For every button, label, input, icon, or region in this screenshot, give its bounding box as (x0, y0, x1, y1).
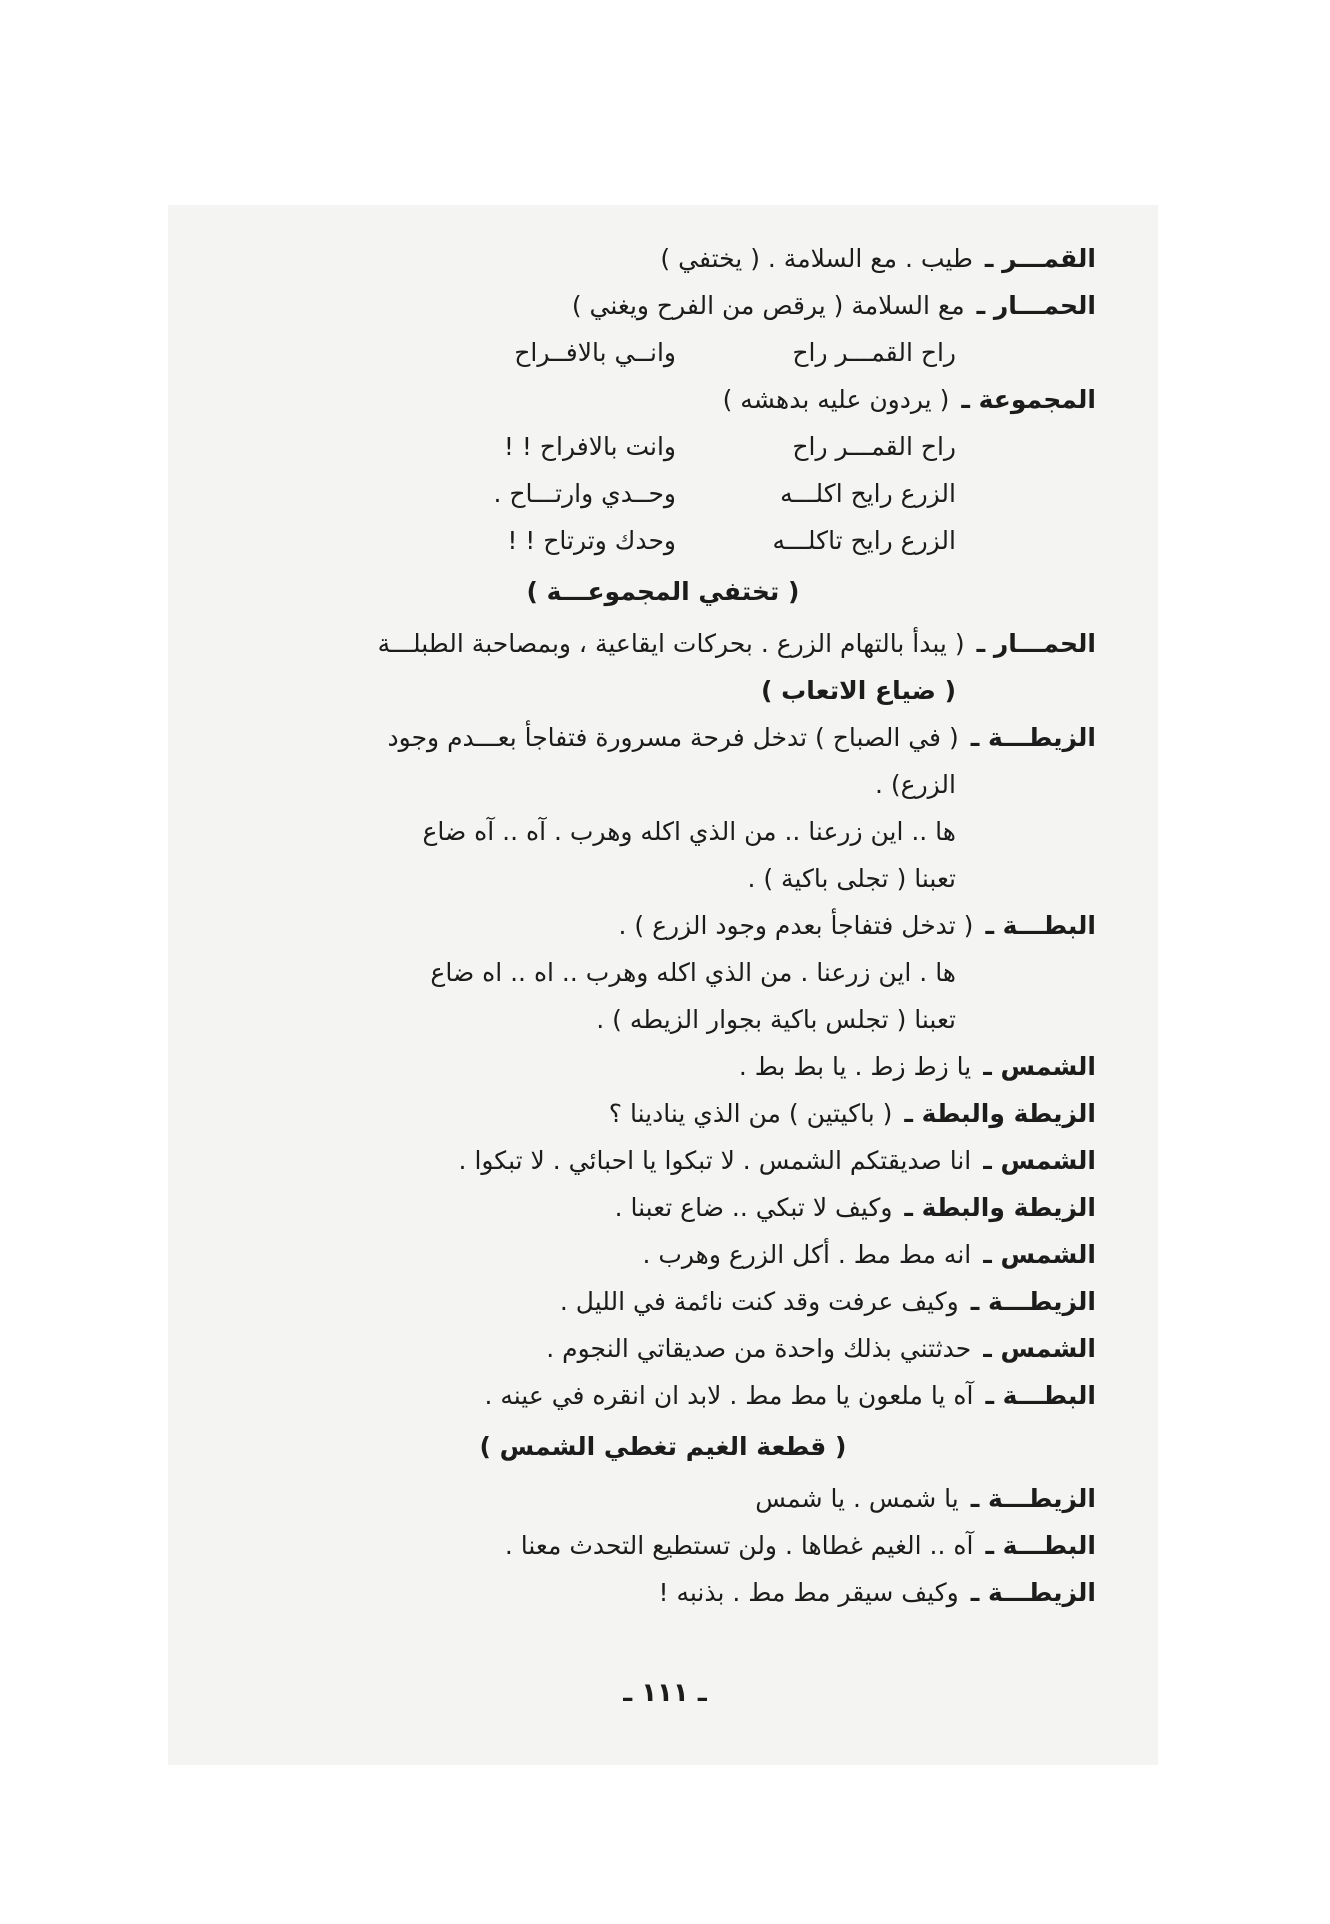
dialogue-line (230, 1372, 1096, 1419)
speaker-name: الشمس ـ (983, 1240, 1096, 1269)
speaker-name: الحمـــار ـ (976, 629, 1096, 658)
dialogue-line (230, 620, 1096, 667)
page-number: ـ ١١١ ـ (623, 1678, 707, 1708)
speaker-name: المجموعة ـ (961, 385, 1096, 414)
dialogue-text: ها .. اين زرعنا .. من الذي اكله وهرب . آه .. آه ضاع (422, 817, 956, 846)
dialogue-text: يا شمس . يا شمس (755, 1484, 959, 1513)
verse-hemistich: وحــدي وارتـــاح . (493, 479, 676, 508)
dialogue-text: وكيف سيقر مط مط . بذنبه ! (658, 1578, 959, 1607)
dialogue-line (230, 1569, 1096, 1616)
speaker-name: الحمـــار ـ (976, 291, 1096, 320)
dialogue-text: وكيف عرفت وقد كنت نائمة في الليل . (559, 1287, 959, 1316)
verse-hemistich: وانت بالافراح ! ! (503, 432, 676, 461)
speaker-name: الشمس ـ (983, 1146, 1096, 1175)
dialogue-text: مع السلامة ( يرقص من الفرح ويغني ) (571, 291, 965, 320)
dialogue-line (230, 235, 1096, 282)
speaker-name: الشمس ـ (983, 1052, 1096, 1081)
verse-line (230, 470, 1096, 517)
dialogue-text: آه .. الغيم غطاها . ولن تستطيع التحدث معنا . (504, 1531, 974, 1560)
dialogue-text: ( في الصباح ) تدخل فرحة مسرورة فتفاجأ بعـــدم وجود (387, 723, 959, 752)
dialogue-line (230, 1231, 1096, 1278)
dialogue-line (230, 1043, 1096, 1090)
speaker-name: القمـــر ـ (984, 244, 1096, 273)
verse-hemistich: راح القمـــر راح (792, 338, 956, 367)
dialogue-continuation (230, 996, 1096, 1043)
speaker-name: الشمس ـ (983, 1334, 1096, 1363)
dialogue-text: تعبنا ( تجلس باكية بجوار الزيطه ) . (596, 1005, 956, 1034)
dialogue-line (230, 1522, 1096, 1569)
dialogue-text: ( يردون عليه بدهشه ) (722, 385, 950, 414)
dialogue-line (230, 376, 1096, 423)
speaker-name: الزيطة والبطة ـ (904, 1193, 1096, 1222)
dialogue-text: تعبنا ( تجلى باكية ) . (747, 864, 956, 893)
dialogue-text: ها . اين زرعنا . من الذي اكله وهرب .. اه .. اه ضاع (430, 958, 956, 987)
dialogue-line (230, 714, 1096, 761)
dialogue-text: انه مط مط . أكل الزرع وهرب . (642, 1240, 972, 1269)
speaker-name: الزيطة والبطة ـ (904, 1099, 1096, 1128)
stage-direction: ( تختفي المجموعـــة ) (526, 577, 800, 606)
verse-line (230, 517, 1096, 564)
verse-line (230, 423, 1096, 470)
speaker-name: البطـــة ـ (985, 1531, 1096, 1560)
dialogue-continuation (230, 808, 1096, 855)
speaker-name: البطـــة ـ (985, 1381, 1096, 1410)
speaker-name: الزيطـــة ـ (970, 723, 1096, 752)
dialogue-text: حدثتني بذلك واحدة من صديقاتي النجوم . (546, 1334, 972, 1363)
speaker-name: البطـــة ـ (985, 911, 1096, 940)
dialogue-text: ( باكيتين ) من الذي ينادينا ؟ (608, 1099, 893, 1128)
verse-hemistich: الزرع رايح تاكلـــه (772, 526, 956, 555)
dialogue-continuation (230, 855, 1096, 902)
dialogue-text: يا زط زط . يا بط بط . (738, 1052, 972, 1081)
dialogue-text: آه يا ملعون يا مط مط . لابد ان انقره في عينه . (484, 1381, 974, 1410)
dialogue-continuation (230, 761, 1096, 808)
dialogue-line (230, 282, 1096, 329)
speaker-name: الزيطـــة ـ (970, 1287, 1096, 1316)
stage-direction: ( ضياع الاتعاب ) (761, 676, 956, 705)
dialogue-line (230, 1325, 1096, 1372)
verse-hemistich: وانــي بالافــراح (514, 338, 676, 367)
dialogue-text: ( يبدأ بالتهام الزرع . بحركات ايقاعية ، وبمصاحبة الطبلـــة (377, 629, 965, 658)
verse-hemistich: وحدك وترتاح ! ! (507, 526, 676, 555)
dialogue-continuation (230, 949, 1096, 996)
dialogue-text: الزرع) . (875, 770, 956, 799)
dialogue-text: وكيف لا تبكي .. ضاع تعبنا . (614, 1193, 893, 1222)
dialogue-line (230, 1137, 1096, 1184)
dialogue-text: طيب . مع السلامة . ( يختفي ) (660, 244, 973, 273)
stage-direction: ( قطعة الغيم تغطي الشمس ) (479, 1432, 847, 1461)
dialogue-line (230, 1090, 1096, 1137)
dialogue-text: ( تدخل فتفاجأ بعدم وجود الزرع ) . (618, 911, 974, 940)
dialogue-line (230, 1184, 1096, 1231)
verse-line (230, 329, 1096, 376)
speaker-name: الزيطـــة ـ (970, 1578, 1096, 1607)
dialogue-text: انا صديقتكم الشمس . لا تبكوا يا احبائي . لا تبكوا . (458, 1146, 972, 1175)
dialogue-line (230, 1278, 1096, 1325)
speaker-name: الزيطـــة ـ (970, 1484, 1096, 1513)
verse-hemistich: الزرع رايح اكلـــه (780, 479, 956, 508)
play-text (230, 235, 1096, 1616)
verse-hemistich: راح القمـــر راح (792, 432, 956, 461)
dialogue-line (230, 902, 1096, 949)
dialogue-line (230, 1475, 1096, 1522)
